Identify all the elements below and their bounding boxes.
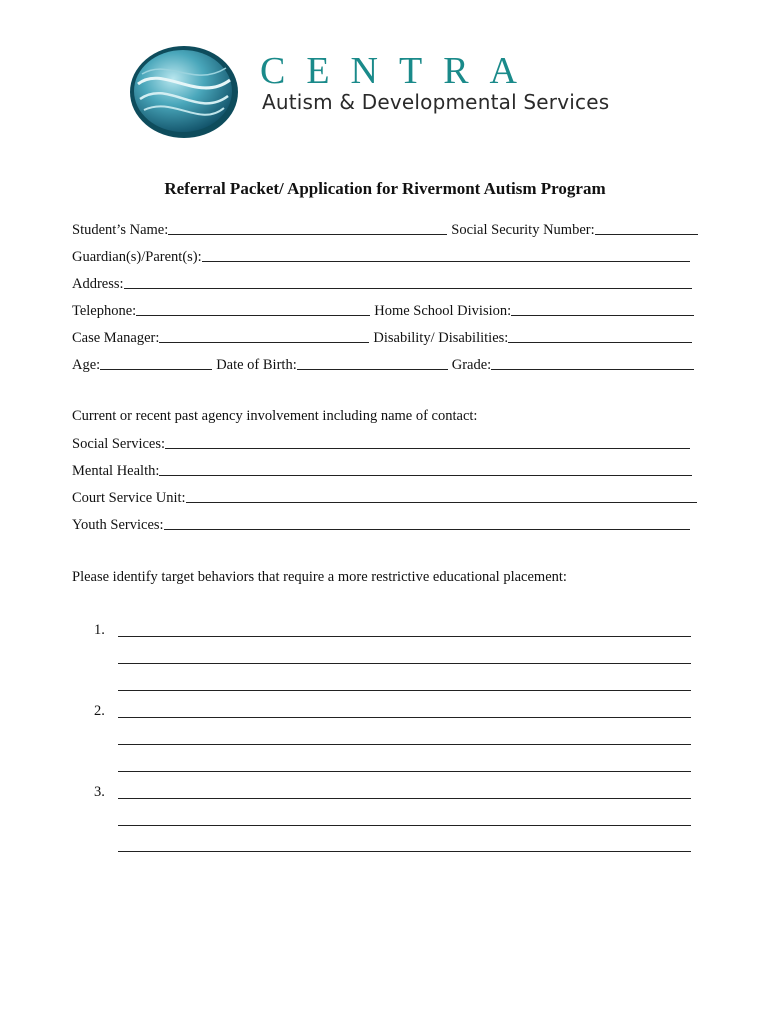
behavior-2-line-2[interactable] <box>118 744 691 745</box>
telephone-label: Telephone: <box>72 303 137 319</box>
behavior-3-line-2[interactable] <box>118 825 691 826</box>
brand-tagline: Autism & Developmental Services <box>262 90 610 114</box>
court-service-field[interactable] <box>186 502 697 503</box>
form-row-social-services <box>72 433 690 453</box>
behavior-number: 2. <box>94 703 105 719</box>
grade-field[interactable] <box>491 369 694 370</box>
age-field[interactable] <box>100 369 212 370</box>
behavior-1-line-2[interactable] <box>118 663 691 664</box>
form-row-court-service <box>72 487 697 507</box>
form-row-age <box>72 354 694 374</box>
ssn-label: Social Security Number: <box>451 222 595 238</box>
address-field[interactable] <box>124 288 692 289</box>
address-label: Address: <box>72 276 124 292</box>
telephone-field[interactable] <box>136 315 370 316</box>
form-row-guardian <box>72 246 690 266</box>
mental-health-field[interactable] <box>159 475 692 476</box>
form-row-case-manager <box>72 327 692 347</box>
court-service-label: Court Service Unit: <box>72 490 186 506</box>
home-school-label: Home School Division: <box>374 303 512 319</box>
brand-name: CENTRA <box>260 50 538 92</box>
form-row-address <box>72 273 692 293</box>
form-row-telephone <box>72 300 694 320</box>
page-title: Referral Packet/ Application for Rivermont Autism Program <box>164 179 606 198</box>
form-row-mental-health <box>72 460 692 480</box>
social-services-field[interactable] <box>165 448 690 449</box>
agency-heading: Current or recent past agency involvement including name of contact: <box>72 408 478 424</box>
dob-field[interactable] <box>297 369 448 370</box>
home-school-field[interactable] <box>511 315 694 316</box>
guardian-field[interactable] <box>202 261 690 262</box>
case-manager-field[interactable] <box>159 342 369 343</box>
social-services-label: Social Services: <box>72 436 166 452</box>
ssn-field[interactable] <box>595 234 698 235</box>
mental-health-label: Mental Health: <box>72 463 160 479</box>
student-name-field[interactable] <box>168 234 447 235</box>
student-name-label: Student’s Name: <box>72 222 169 238</box>
disability-field[interactable] <box>508 342 692 343</box>
guardian-label: Guardian(s)/Parent(s): <box>72 249 202 265</box>
behavior-3-line-1[interactable] <box>118 798 691 799</box>
disability-label: Disability/ Disabilities: <box>373 330 509 346</box>
behavior-2-line-3[interactable] <box>118 771 691 772</box>
dob-label: Date of Birth: <box>216 357 297 373</box>
behavior-1-line-1[interactable] <box>118 636 691 637</box>
grade-label: Grade: <box>451 357 492 373</box>
behavior-3-line-3[interactable] <box>118 851 691 852</box>
behavior-1-line-3[interactable] <box>118 690 691 691</box>
case-manager-label: Case Manager: <box>72 330 160 346</box>
form-row-student <box>72 219 698 239</box>
behavior-number: 1. <box>94 622 105 638</box>
youth-services-field[interactable] <box>164 529 690 530</box>
centra-logo-icon <box>128 44 240 140</box>
behavior-2-line-1[interactable] <box>118 717 691 718</box>
behaviors-prompt: Please identify target behaviors that require a more restrictive educational placement: <box>72 569 567 585</box>
behavior-number: 3. <box>94 784 105 800</box>
age-label: Age: <box>72 357 101 373</box>
form-row-youth-services <box>72 514 690 534</box>
youth-services-label: Youth Services: <box>72 517 164 533</box>
